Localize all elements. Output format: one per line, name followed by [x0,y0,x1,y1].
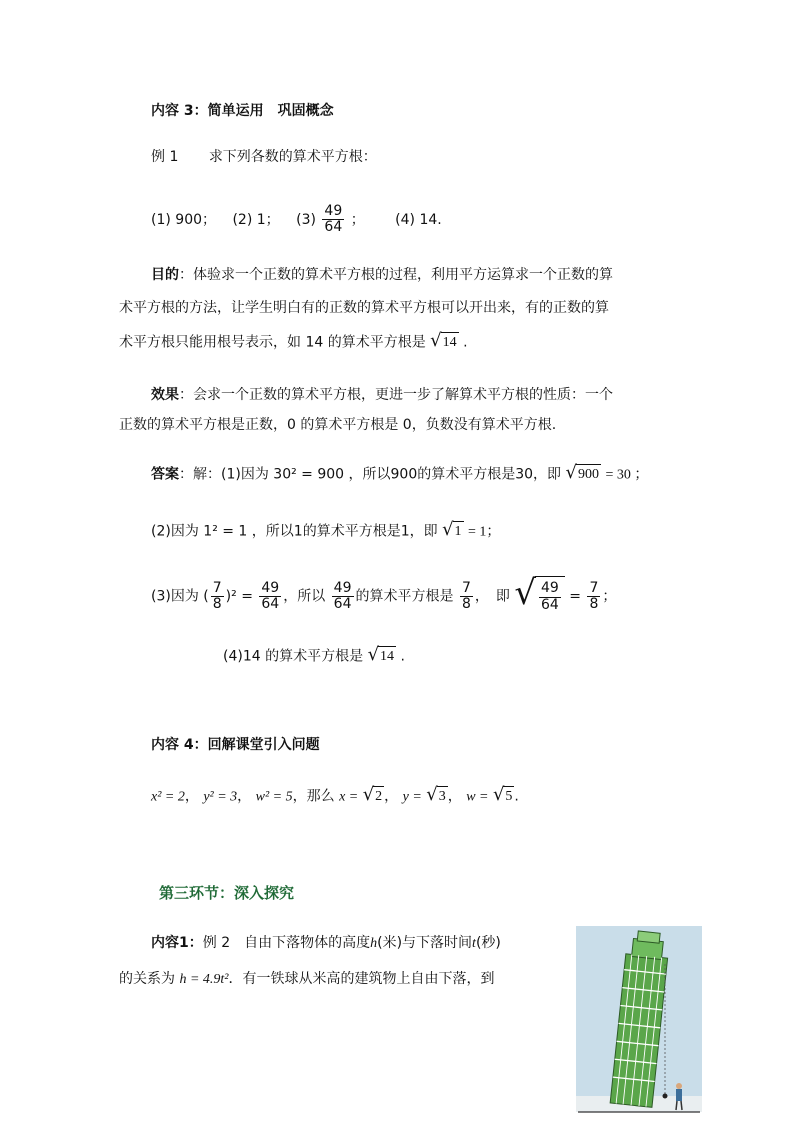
answer-2-text: (2)因为 1² = 1 ，所以1的算术平方根是1，即 [151,523,438,540]
answer-4-end: . [400,648,405,665]
sqrt-49-64: √ $\frac{49}{64}$ [514,576,565,617]
example1-text: 求下列各数的算术平方根： [208,149,377,165]
stage3-text-1a: 例 2 自由下落物体的高度 [202,935,371,951]
answer-3-frac-4: $\frac{7}{8}$ [461,579,471,612]
item-3-fraction [322,204,344,236]
ans-y: y = [402,789,422,805]
example1-items [151,204,442,236]
stage3-text-2b: ．有一铁球从米高的建筑物上自由下落，到 [228,971,495,987]
purpose-line-1 [151,265,613,285]
section4-equations: x² = 2， y² = 3， w² = 5，那么 x = √ 2 ， y = √ 3 ， w = √ 5 . [151,784,519,805]
answer-1-tail: = 30 ； [605,467,649,483]
sqrt-900: √ 900 [565,462,599,483]
purpose-end: . [463,334,468,351]
stage3-title: 第三环节：深入探究 [159,884,295,902]
purpose-line-2: 术平方根的方法，让学生明白有的正数的算术平方根可以开出来，有的正数的算 [119,300,609,316]
answer-line-1 [151,464,648,486]
answer-label: 答案 [151,466,179,483]
stage3-line-2 [119,969,495,990]
answer-3-mid-3: 的算术平方根是 [355,588,454,605]
section3-heading: 内容 3：简单运用 巩固概念 [151,103,334,119]
sqrt-5: √ 5 [492,784,513,805]
sqrt-14-answer: √ 14 [367,644,395,665]
fraction-denominator: 64 [324,219,343,236]
answer-3-frac-3: $\frac{49}{64}$ [333,579,352,612]
answer-4-text: (4)14 的算术平方根是 [223,648,364,665]
var-t: t [472,936,476,951]
eq-w: w² = 5 [255,789,293,805]
purpose-text-3: 术平方根只能用根号表示，如 14 的算术平方根是 [119,334,426,351]
fraction-numerator: 49 [324,203,343,219]
answer-3-frac-2: $\frac{49}{64}$ [261,579,280,612]
item-4: (4) 14. [395,211,442,228]
answer-3-end: ； [602,588,617,605]
purpose-text-1: ：体验求一个正数的算术平方根的过程，利用平方运算求一个正数的算 [179,267,613,283]
sqrt-1: √ 1 [442,519,462,540]
formula: h = 4.9t² [179,972,229,987]
answer-3-mid-2: ，所以 [283,588,326,605]
answer-line-2 [151,521,500,543]
ans-x: x = [339,789,359,805]
effect-text-1: ：会求一个正数的算术平方根，更进一步了解算术平方根的性质：一个 [179,387,613,403]
sqrt-2: √ 2 [362,784,383,805]
stage3-text-2a: 的关系为 [119,971,175,987]
eq-y: y² = 3 [203,789,238,805]
answer-2-tail: = 1； [468,524,501,540]
item-3: (3) [296,211,316,228]
section4-heading: 内容 4：回解课堂引入问题 [151,737,320,753]
answer-3-eq: = [569,588,582,605]
purpose-line-3 [119,332,468,353]
stage3-label: 内容1： [151,935,203,951]
effect-line-1 [151,385,613,405]
effect-line-2: 正数的算术平方根是正数，0 的算术平方根是 0，负数没有算术平方根. [119,417,557,433]
sqrt-14: √ 14 [430,330,457,351]
answer-line-3 [151,573,617,617]
ans-w: w = [466,789,489,805]
var-h: h [370,936,378,951]
effect-label: 效果 [151,387,179,403]
item-2: (2) 1； [232,211,280,228]
item-3-end: ； [350,211,365,228]
answer-3-pre: (3)因为 ( [151,588,209,605]
sqrt-3: √ 3 [426,784,446,805]
answer-3-frac-6: $\frac{7}{8}$ [589,579,599,612]
leaning-tower-illustration [576,926,702,1116]
stage3-line-1 [151,933,501,954]
answer-line-4 [223,646,405,667]
purpose-label: 目的 [151,267,179,283]
answer-3-frac-1: $\frac{7}{8}$ [212,579,222,612]
then-text: ，那么 [292,788,335,805]
item-1: (1) 900； [151,211,217,228]
eq-x: x² = 2 [151,789,185,805]
example1 [151,147,377,167]
answer-3-mid-4: ， 即 [474,588,510,605]
example1-label: 例 1 [151,149,179,165]
answer-1-text: ：解：(1)因为 30² = 900 ，所以900的算术平方根是30，即 [179,466,562,483]
stage3-text-1c: (秒) [475,935,501,951]
stage3-text-1b: (米)与下落时间 [377,935,473,951]
answer-3-mid-1: )² = [225,588,253,605]
